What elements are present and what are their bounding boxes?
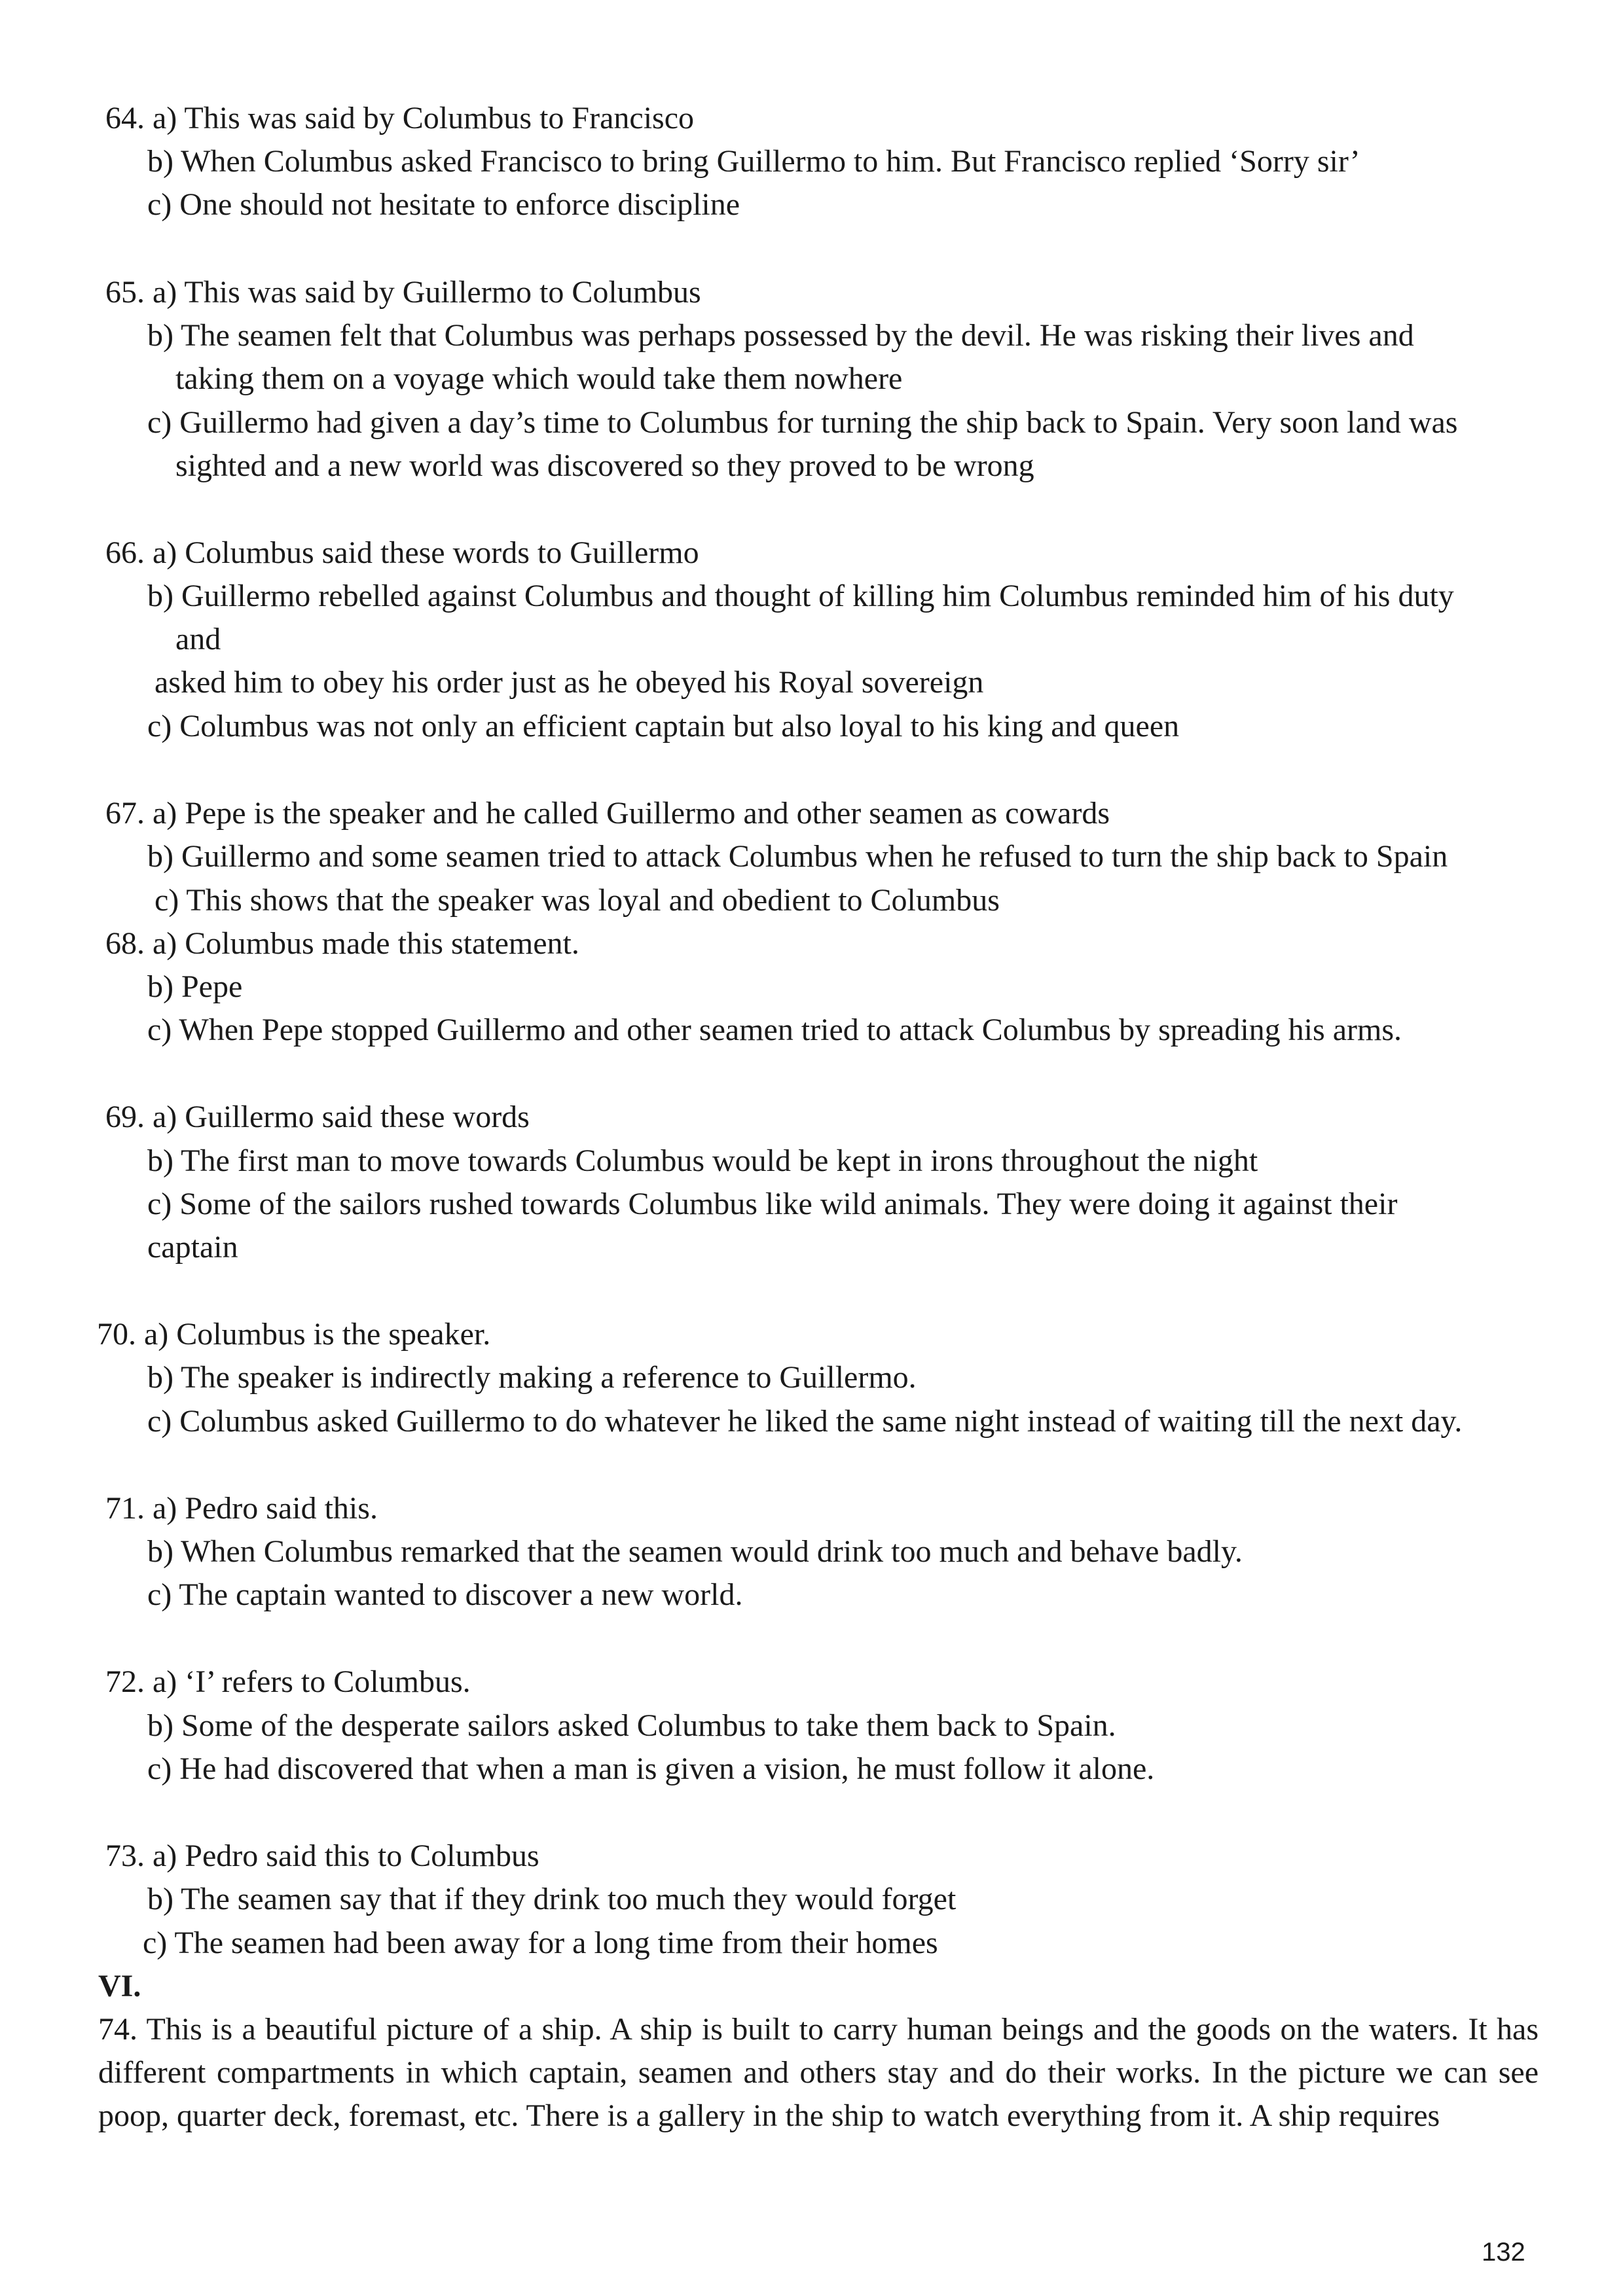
answer-65b-line1: b) The seamen felt that Columbus was perhaps possessed by the devil. He was risking their lives and: [147, 318, 1414, 353]
answer-68c: c) When Pepe stopped Guillermo and other seamen tried to attack Columbus by spreading his arms.: [147, 1013, 1402, 1047]
answer-71c: c) The captain wanted to discover a new world.: [147, 1577, 743, 1612]
answer-72a: 72. a) ‘I’ refers to Columbus.: [105, 1664, 471, 1699]
answer-66b-line3: asked him to obey his order just as he obeyed his Royal sovereign: [155, 665, 984, 700]
answer-72b: b) Some of the desperate sailors asked Columbus to take them back to Spain.: [147, 1708, 1116, 1743]
answer-68a: 68. a) Columbus made this statement.: [105, 926, 579, 961]
answer-68b: b) Pepe: [147, 969, 243, 1004]
answer-67b: b) Guillermo and some seamen tried to attack Columbus when he refused to turn the ship back to Spain: [147, 839, 1448, 874]
answer-66a: 66. a) Columbus said these words to Guillermo: [105, 535, 699, 570]
answer-64a: 64. a) This was said by Columbus to Francisco: [105, 101, 695, 135]
answer-66c: c) Columbus was not only an efficient captain but also loyal to his king and queen: [147, 709, 1180, 744]
answer-64c: c) One should not hesitate to enforce discipline: [147, 187, 740, 222]
answer-71a: 71. a) Pedro said this.: [105, 1491, 378, 1526]
answer-73a: 73. a) Pedro said this to Columbus: [105, 1839, 539, 1873]
answer-72c: c) He had discovered that when a man is given a vision, he must follow it alone.: [147, 1751, 1155, 1786]
page-number: 132: [1482, 2238, 1525, 2267]
answer-66b-line2: and: [175, 622, 221, 656]
answer-70a: 70. a) Columbus is the speaker.: [97, 1317, 491, 1352]
answer-70c: c) Columbus asked Guillermo to do whatever he liked the same night instead of waiting till the next day.: [147, 1404, 1463, 1439]
answer-65b-line2: taking them on a voyage which would take them nowhere: [175, 361, 903, 396]
answer-65c-line2: sighted and a new world was discovered so they proved to be wrong: [175, 448, 1034, 483]
answer-70b: b) The speaker is indirectly making a reference to Guillermo.: [147, 1360, 917, 1395]
answer-65a: 65. a) This was said by Guillermo to Columbus: [105, 275, 701, 310]
answer-67c: c) This shows that the speaker was loyal and obedient to Columbus: [155, 883, 1000, 918]
answer-69a: 69. a) Guillermo said these words: [105, 1100, 530, 1134]
answer-69b: b) The first man to move towards Columbus would be kept in irons throughout the night: [147, 1143, 1258, 1178]
answer-71b: b) When Columbus remarked that the seamen would drink too much and behave badly.: [147, 1534, 1243, 1569]
section-heading: VI.: [98, 1969, 141, 2003]
answer-74-paragraph: 74. This is a beautiful picture of a ship. A ship is built to carry human beings and the goods on the waters. It has different compartments in which captain, seamen and others stay and do their works. In the picture we can see poop, quarter deck, foremast, etc. There is a gallery in the ship to watch everything from it. A ship requires: [98, 2012, 1539, 2133]
answer-65c-line1: c) Guillermo had given a day’s time to Columbus for turning the ship back to Spain. Very soon land was: [147, 405, 1458, 440]
answer-67a: 67. a) Pepe is the speaker and he called Guillermo and other seamen as cowards: [105, 796, 1110, 831]
answer-73b: b) The seamen say that if they drink too much they would forget: [147, 1882, 957, 1916]
answer-69c-line2: captain: [147, 1230, 238, 1265]
answer-64b: b) When Columbus asked Francisco to bring Guillermo to him. But Francisco replied ‘Sorry sir’: [147, 144, 1360, 179]
answer-69c-line1: c) Some of the sailors rushed towards Columbus like wild animals. They were doing it against their: [147, 1187, 1398, 1221]
answer-73c: c) The seamen had been away for a long time from their homes: [143, 1926, 938, 1960]
answer-66b-line1: b) Guillermo rebelled against Columbus and thought of killing him Columbus reminded him of his duty: [147, 579, 1454, 613]
